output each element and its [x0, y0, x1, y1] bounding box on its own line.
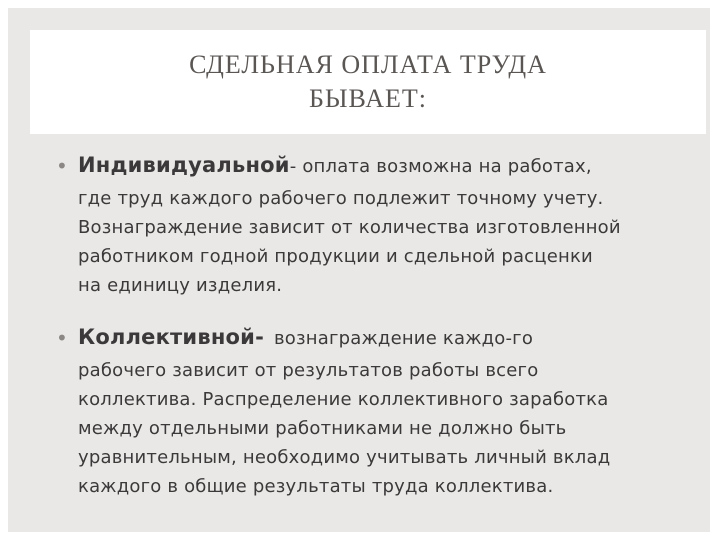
bullet-text-line: рабочего зависит от результатов работы всего — [78, 360, 539, 381]
bullet-marker: • — [56, 326, 68, 350]
bullet-first-line — [78, 148, 692, 184]
bullet-text-line: коллектива. Распределение коллективного заработка — [78, 389, 609, 410]
bullet-text-line: каждого в общие результаты труда коллектива. — [78, 476, 554, 497]
title-line-1: СДЕЛЬНАЯ ОПЛАТА ТРУДА — [189, 50, 547, 79]
title-box — [30, 30, 706, 134]
bullet-first-text: вознаграждение каждо-го — [274, 328, 534, 349]
bullet-text-line: работником годной продукции и сдельной расценки — [78, 246, 593, 267]
bullet-text-line: Вознаграждение зависит от количества изготовленной — [78, 217, 621, 238]
bullet-collective — [52, 320, 692, 501]
bullet-text-line: между отдельными работниками не должно быть — [78, 418, 567, 439]
bullet-individual — [52, 148, 692, 300]
bullet-text-line: на единицу изделия. — [78, 275, 283, 296]
bullet-first-text: - оплата возможна на работах, — [289, 156, 592, 177]
bullet-marker: • — [56, 154, 68, 178]
bullet-text-line: где труд каждого рабочего подлежит точному учету. — [78, 188, 604, 209]
bullet-text-line: уравнительным, необходимо учитывать личный вклад — [78, 447, 611, 468]
slide-panel — [8, 8, 710, 532]
bullet-term: Коллективной- — [78, 325, 264, 349]
bullet-first-line — [78, 320, 692, 356]
title-line-2: БЫВАЕТ: — [308, 84, 428, 113]
bullet-term: Индивидуальной — [78, 153, 290, 177]
bullet-list — [52, 148, 692, 521]
